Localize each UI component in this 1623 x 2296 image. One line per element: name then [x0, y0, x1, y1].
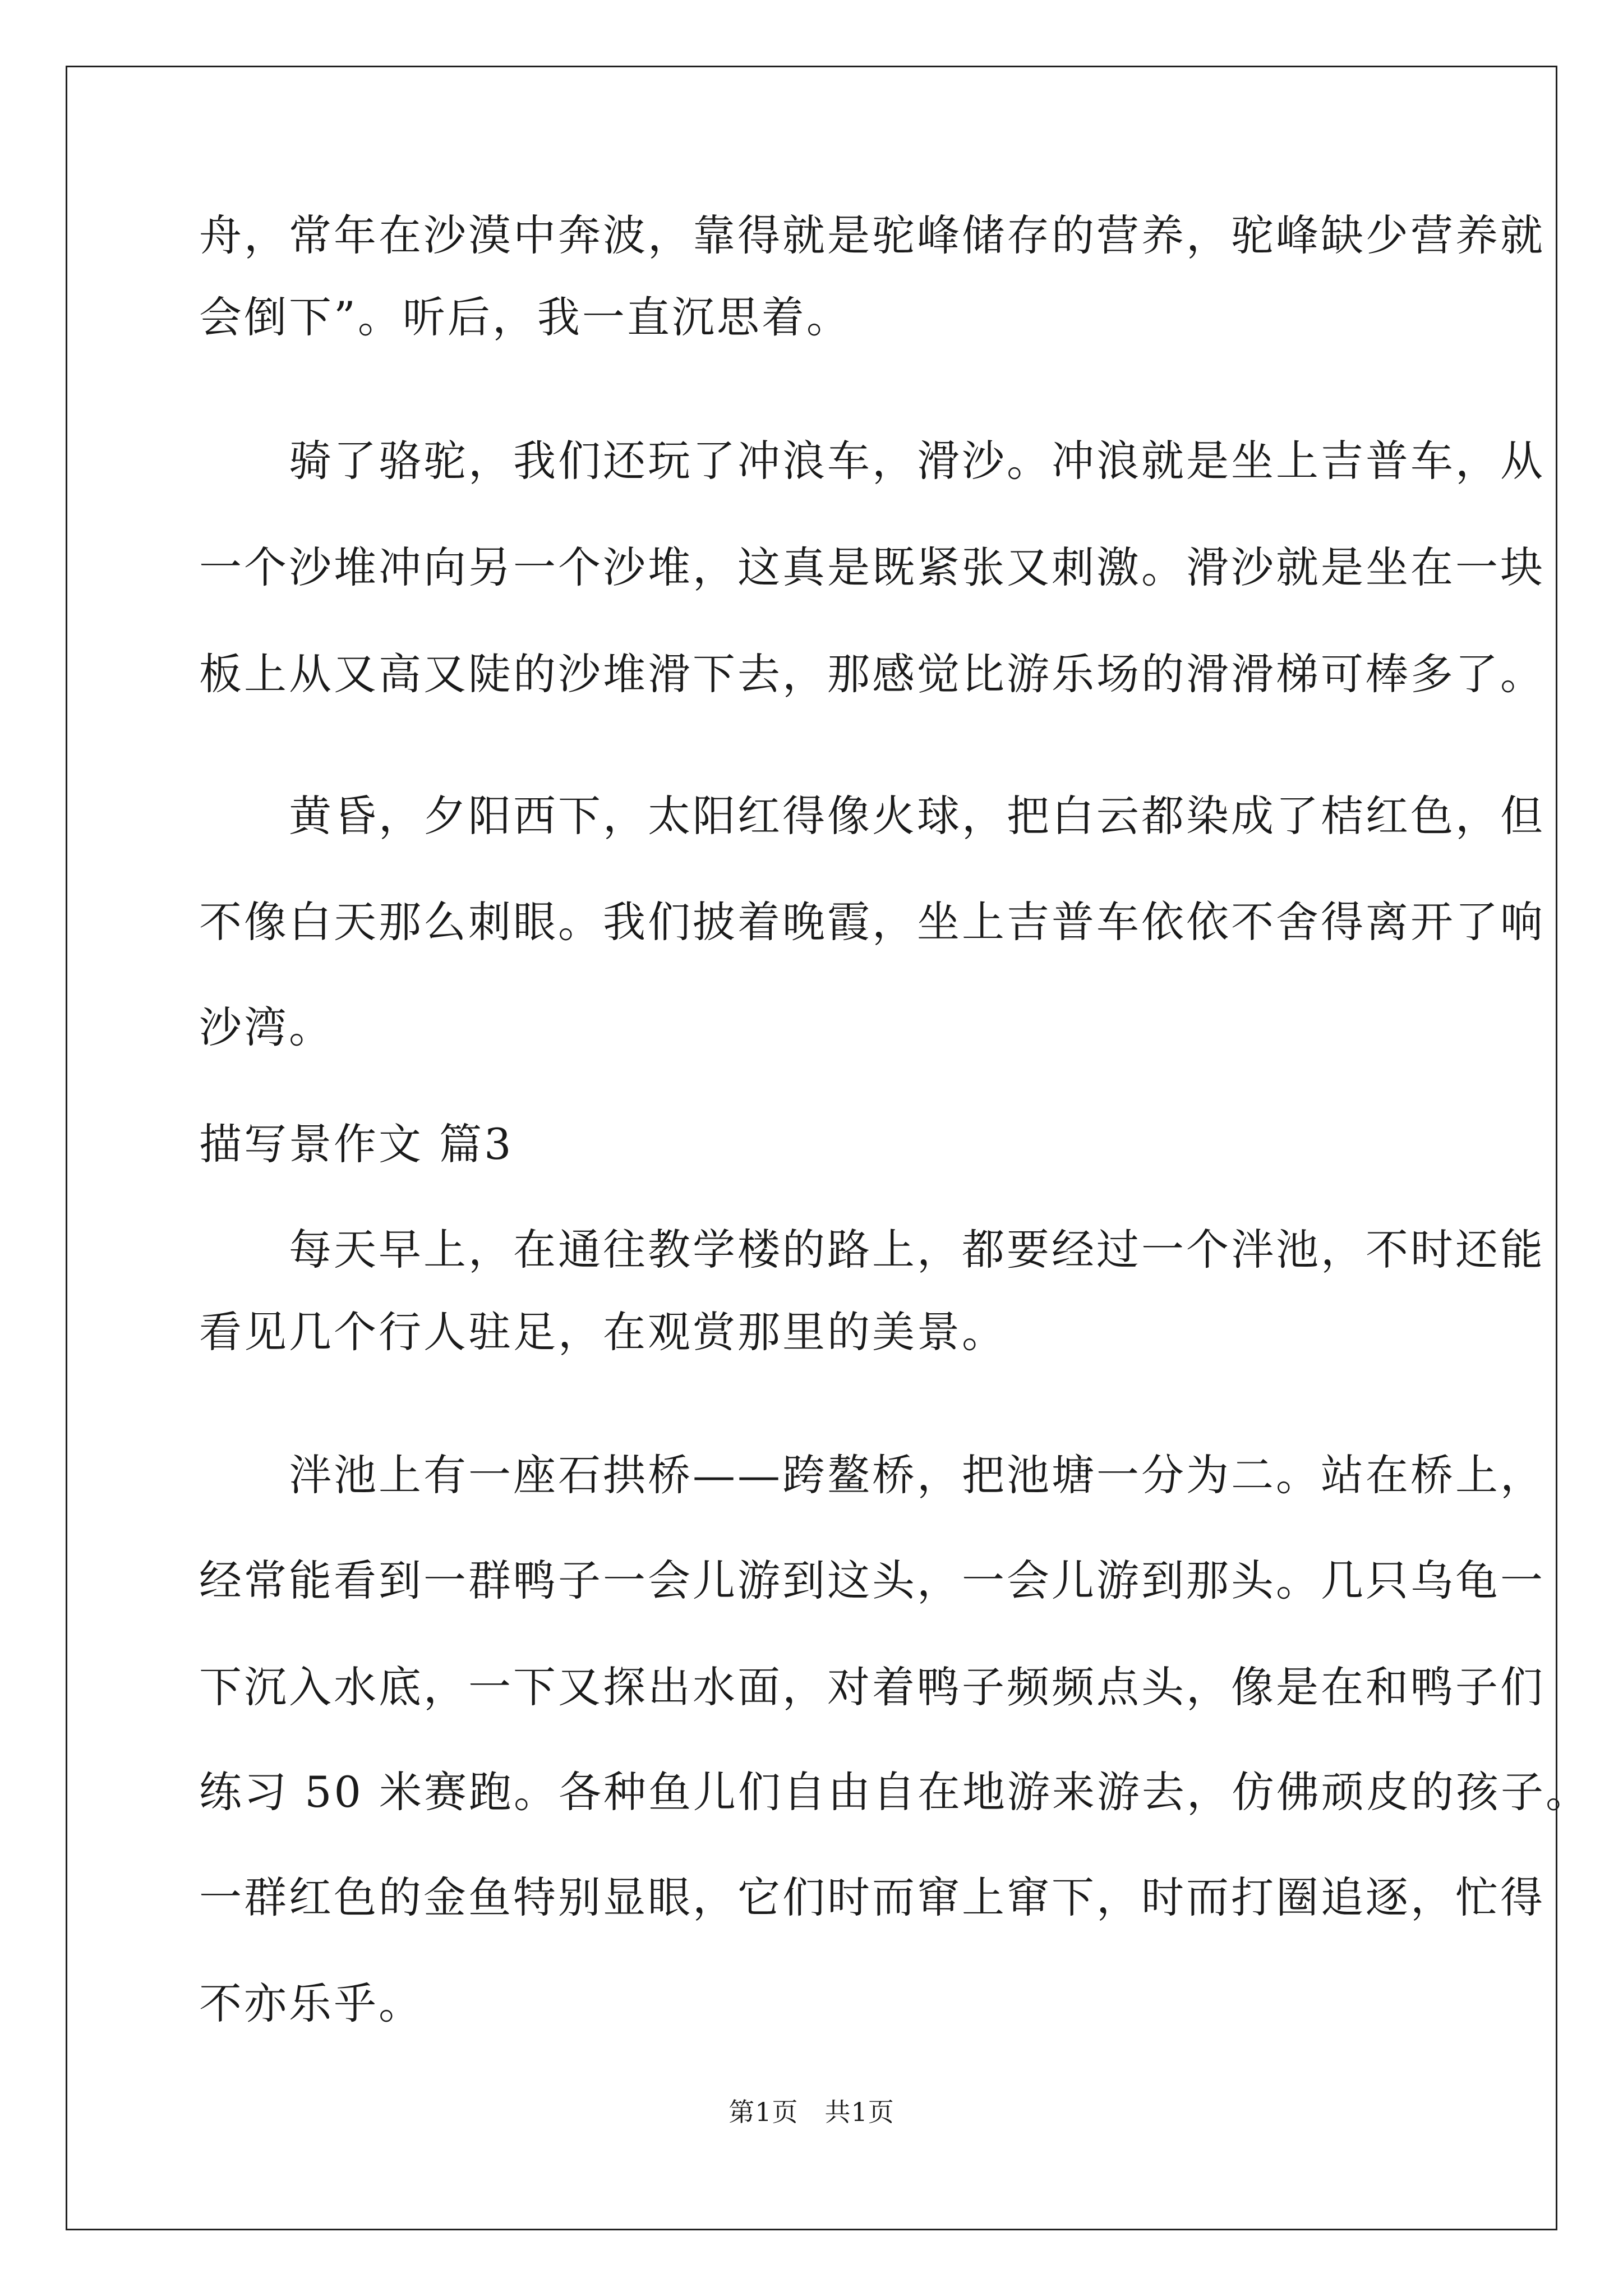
text-line: 骑了骆驼，我们还玩了冲浪车，滑沙。冲浪就是坐上吉普车，从	[199, 436, 1545, 486]
text-line: 舟，常年在沙漠中奔波，靠得就是驼峰储存的营养，驼峰缺少营养就	[199, 210, 1545, 260]
text-line: 经常能看到一群鸭子一会儿游到这头，一会儿游到那头。几只乌龟一	[199, 1556, 1545, 1605]
text-line: 一群红色的金鱼特别显眼，它们时而窜上窜下，时而打圈追逐，忙得	[199, 1872, 1545, 1922]
text-line: 下沉入水底，一下又探出水面，对着鸭子频频点头，像是在和鸭子们	[199, 1662, 1545, 1712]
text-line: 不像白天那么刺眼。我们披着晚霞，坐上吉普车依依不舍得离开了响	[199, 897, 1545, 947]
text-line: 一个沙堆冲向另一个沙堆，这真是既紧张又刺激。滑沙就是坐在一块	[199, 542, 1545, 592]
text-line: 看见几个行人驻足，在观赏那里的美景。	[199, 1307, 1007, 1357]
section-heading: 描写景作文 篇3	[199, 1119, 514, 1169]
text-line: 黄昏，夕阳西下，太阳红得像火球，把白云都染成了桔红色，但	[199, 791, 1545, 841]
text-line: 会倒下”。听后，我一直沉思着。	[199, 292, 851, 342]
text-line: 沙湾。	[199, 1002, 334, 1052]
text-line: 板上从又高又陡的沙堆滑下去，那感觉比游乐场的滑滑梯可棒多了。	[199, 649, 1545, 699]
page-footer: 第1页 共1页	[728, 2097, 895, 2127]
text-line: 练习 50 米赛跑。各种鱼儿们自由自在地游来游去，仿佛顽皮的孩子。	[199, 1767, 1591, 1817]
text-line: 每天早上，在通往教学楼的路上，都要经过一个泮池，不时还能	[199, 1225, 1545, 1274]
text-line: 泮池上有一座石拱桥——跨鳌桥，把池塘一分为二。站在桥上，	[199, 1450, 1545, 1500]
text-line: 不亦乐乎。	[199, 1978, 423, 2028]
